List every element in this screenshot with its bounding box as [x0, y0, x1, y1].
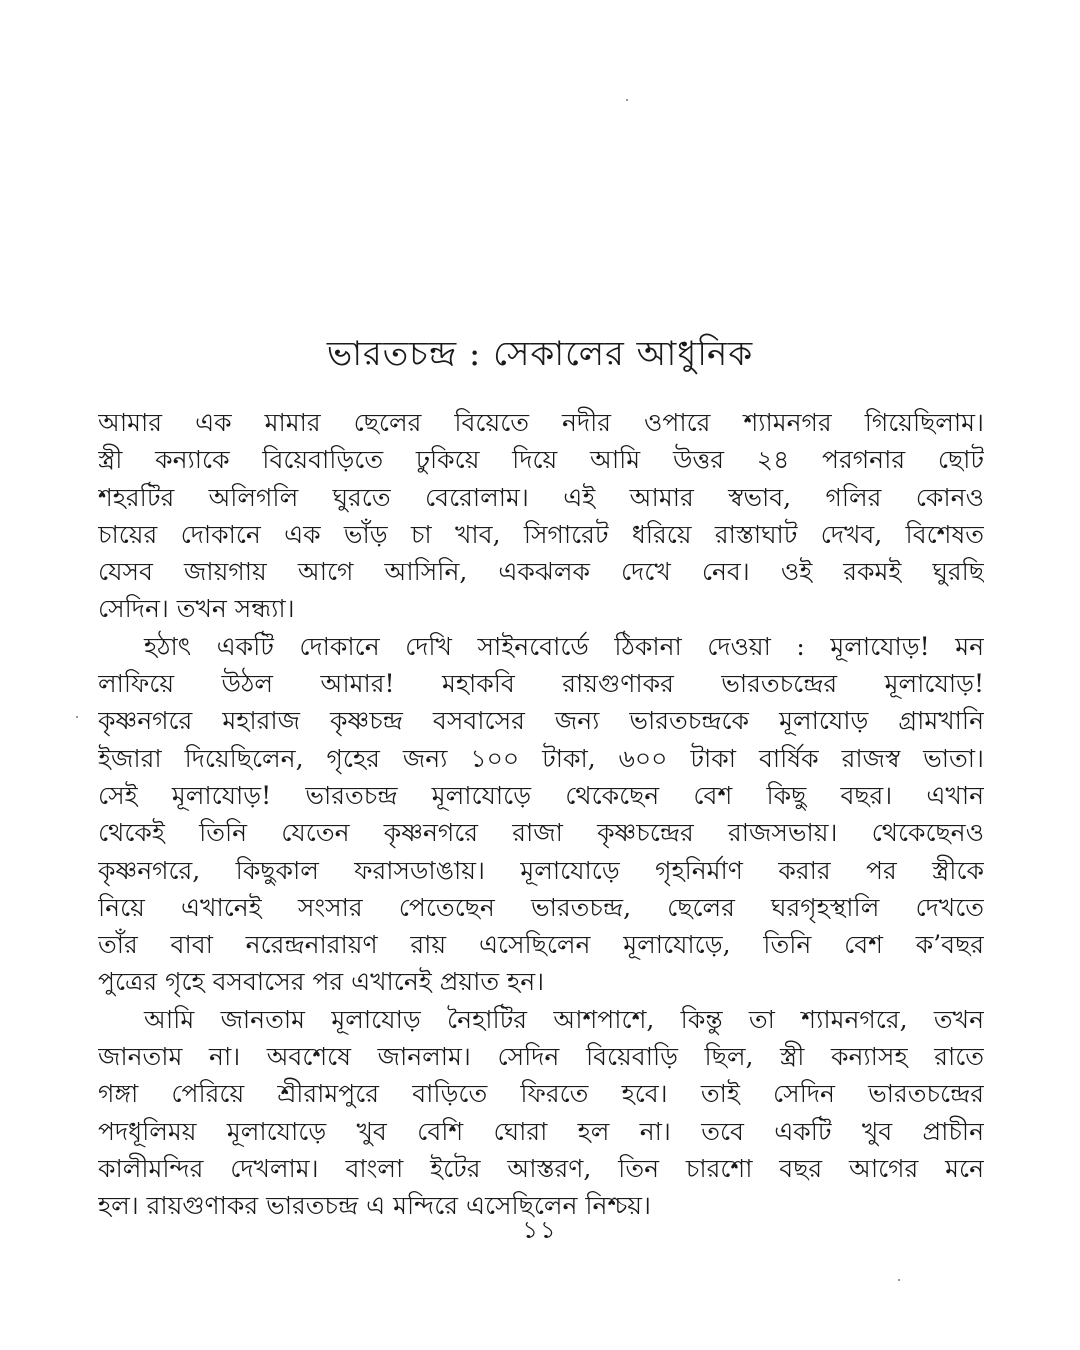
page-number: ১১ [522, 1216, 558, 1244]
text-line: কৃষ্ণনগরে, কিছুকাল ফরাসডাঙায়। মূলাযোড়ে গৃহনির্মাণ করার পর স্ত্রীকে [98, 855, 984, 885]
text-line: ইজারা দিয়েছিলেন, গৃহের জন্য ১০০ টাকা, ৬০০ টাকা বার্ষিক রাজস্ব ভাতা। [98, 743, 984, 773]
text-line: সেদিন। তখন সন্ধ্যা। [98, 594, 295, 624]
text-line: নিয়ে এখানেই সংসার পেতেছেন ভারতচন্দ্র, ছেলের ঘরগৃহস্থালি দেখতে [98, 892, 984, 922]
text-line: তাঁর বাবা নরেন্দ্রনারায়ণ রায় এসেছিলেন মূলাযোড়ে, তিনি বেশ ক’বছর [98, 930, 984, 960]
text-line: আমার এক মামার ছেলের বিয়েতে নদীর ওপারে শ্যামনগর গিয়েছিলাম। [98, 408, 984, 437]
paragraph-3 [98, 1001, 984, 1225]
text-line: স্ত্রী কন্যাকে বিয়েবাড়িতে ঢুকিয়ে দিয়ে আমি উত্তর ২৪ পরগনার ছোট [98, 445, 984, 475]
text-line: সেই মূলাযোড়! ভারতচন্দ্র মূলাযোড়ে থেকেছেন বেশ কিছু বছর। এখান [98, 780, 984, 810]
text-line: আমি জানতাম মূলাযোড় নৈহাটির আশপাশে, কিন্তু তা শ্যামনগরে, তখন [144, 1004, 984, 1034]
scan-speck [76, 716, 78, 718]
text-line: কৃষ্ণনগরে মহারাজ কৃষ্ণচন্দ্র বসবাসের জন্য ভারতচন্দ্রকে মূলাযোড় গ্রামখানি [98, 706, 984, 736]
text-line: চায়ের দোকানে এক ভাঁড় চা খাব, সিগারেট ধরিয়ে রাস্তাঘাট দেখব, বিশেষত [98, 519, 984, 549]
text-line: জানতাম না। অবশেষে জানলাম। সেদিন বিয়েবাড়ি ছিল, স্ত্রী কন্যাসহ রাতে [98, 1042, 984, 1072]
paragraph-1 [98, 404, 984, 628]
body-text [98, 404, 984, 1225]
chapter-title: ভারতচন্দ্র : সেকালের আধুনিক [326, 334, 754, 374]
text-line: শহরটির অলিগলি ঘুরতে বেরোলাম। এই আমার স্বভাব, গলির কোনও [98, 482, 984, 512]
text-line: যেসব জায়গায় আগে আসিনি, একঝলক দেখে নেব। ওই রকমই ঘুরছি [98, 557, 984, 587]
text-line: লাফিয়ে উঠল আমার! মহাকবি রায়গুণাকর ভারতচন্দ্রের মূলাযোড়! [98, 669, 984, 699]
paragraph-2 [98, 628, 984, 1001]
scan-speck [898, 1279, 900, 1281]
text-line: পুত্রের গৃহে বসবাসের পর এখানেই প্রয়াত হন। [98, 967, 545, 997]
text-line: হল। রায়গুণাকর ভারতচন্দ্র এ মন্দিরে এসেছিলেন নিশ্চয়। [98, 1191, 651, 1221]
text-line: কালীমন্দির দেখলাম। বাংলা ইটের আস্তরণ, তিন চারশো বছর আগের মনে [98, 1153, 984, 1183]
text-line: পদধূলিময় মূলাযোড়ে খুব বেশি ঘোরা হল না। তবে একটি খুব প্রাচীন [98, 1116, 984, 1146]
text-line: থেকেই তিনি যেতেন কৃষ্ণনগরে রাজা কৃষ্ণচন্দ্রের রাজসভায়। থেকেছেনও [98, 818, 984, 848]
scan-speck [626, 99, 628, 101]
text-line: হঠাৎ একটি দোকানে দেখি সাইনবোর্ডে ঠিকানা দেওয়া : মূলাযোড়! মন [144, 631, 984, 661]
text-line: গঙ্গা পেরিয়ে শ্রীরামপুরে বাড়িতে ফিরতে হবে। তাই সেদিন ভারতচন্দ্রের [98, 1079, 984, 1109]
